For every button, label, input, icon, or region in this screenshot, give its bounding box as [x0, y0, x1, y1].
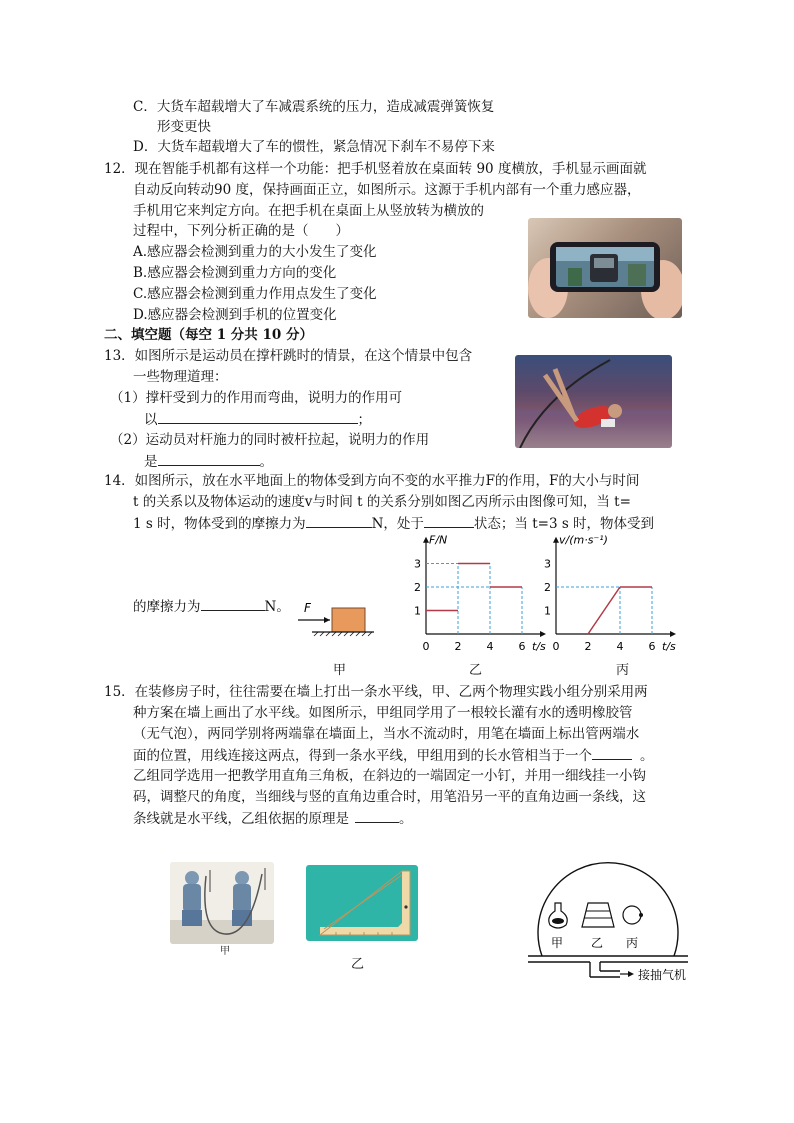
- v-chart-y-label: v/(m·s⁻¹): [559, 533, 608, 547]
- q14-line2: t 的关系以及物体运动的速度v与时间 t 的关系分别如图乙丙所示由图像可知，当 t=: [133, 494, 631, 510]
- f-chart-y-tick-1: 1: [414, 604, 421, 618]
- q13-blank-2[interactable]: [158, 451, 260, 466]
- pole-vault-photo: [515, 355, 672, 448]
- q14-line4-part-a: 的摩擦力为: [133, 599, 201, 615]
- caption-jia: 甲: [333, 663, 347, 678]
- q12-line4: 过程中，下列分析正确的是（ ）: [133, 223, 349, 239]
- f-chart-y-label: F/N: [429, 533, 448, 547]
- q14-line3-part-a: 1 s 时，物体受到的摩擦力为: [133, 516, 306, 532]
- bell-jar-diagram: [528, 855, 708, 995]
- q14-line1: 14．如图所示，放在水平地面上的物体受到方向不变的水平推力F的作用，F的大小与时间: [104, 473, 640, 489]
- q15-line7-end: 。: [399, 811, 413, 827]
- force-time-chart: [408, 530, 553, 658]
- bell-label-yi: 乙: [591, 936, 604, 950]
- q12-option-c: C.感应器会检测到重力作用点发生了变化: [133, 286, 377, 302]
- q15-line7: [133, 808, 413, 829]
- q14-line4-part-b: N。: [264, 599, 290, 615]
- q13-sub1-end: ；: [357, 412, 371, 428]
- q15-line5: 乙组同学选用一把教学用直角三角板，在斜边的一端固定一小钉，并用一细线挂一小钩: [133, 768, 646, 784]
- block: [332, 608, 365, 632]
- q11-option-c-cont: 形变更快: [157, 119, 211, 135]
- q13-sub2: （2）运动员对杆施力的同时被杆拉起，说明力的作用: [110, 432, 430, 448]
- container-icon: [582, 903, 614, 927]
- v-chart-x-tick-6: 6: [648, 640, 656, 653]
- q13-sub2-answer-row: [144, 451, 273, 472]
- v-chart-y-tick-2: 2: [544, 581, 551, 594]
- section-fill-in-header: 二、填空题（每空 1 分共 10 分）: [104, 327, 313, 343]
- q12-option-d: D.感应器会检测到手机的位置变化: [133, 307, 337, 323]
- v-chart-x-tick-0: 0: [552, 640, 560, 653]
- q13-sub2-end: 。: [259, 454, 273, 470]
- q12-option-a: A.感应器会检测到重力的大小发生了变化: [133, 244, 377, 260]
- q15-line4-text: 面的位置，用线连接这两点，得到一条水平线，甲组用到的长水管相当于一个: [133, 748, 592, 764]
- f-chart-y-tick-3: 3: [414, 557, 421, 571]
- q12-option-b: B.感应器会检测到重力方向的变化: [133, 265, 337, 281]
- v-chart-x-tick-2: 2: [584, 640, 592, 653]
- phone-photo: [528, 218, 682, 318]
- q13-line2: 一些物理道理：: [133, 369, 228, 385]
- v-chart-y-tick-1: 1: [544, 604, 551, 618]
- q15-line3: （无气泡），两同学别将两端靠在墙面上，当水不流动时，用笔在墙面上标出管两端水: [133, 726, 640, 742]
- q13-blank-1[interactable]: [158, 409, 358, 424]
- q14-blank-friction-1[interactable]: [306, 513, 372, 528]
- caption-bing: 丙: [616, 663, 630, 678]
- pump-label: 接抽气机: [638, 968, 687, 982]
- q15-line4: [133, 745, 654, 766]
- velocity-time-chart: [538, 530, 688, 658]
- triangle-ruler-photo: [306, 865, 418, 941]
- q15-line4-end: 。: [640, 748, 654, 764]
- q14-blank-state[interactable]: [424, 513, 474, 528]
- q14-line3-part-b: N，处于: [371, 516, 424, 532]
- q13-line1: 13．如图所示是运动员在撑杆跳时的情景，在这个情景中包含: [104, 348, 473, 364]
- f-chart-x-tick-2: 2: [454, 640, 462, 653]
- q14-line3-part-c: 状态；当 t=3 s 时，物体受到: [473, 516, 655, 532]
- bell-label-jia: 甲: [551, 936, 564, 950]
- q11-option-c: C．大货车超载增大了车减震系统的压力，造成减震弹簧恢复: [133, 99, 495, 115]
- v-chart-x-arrow: [670, 631, 676, 637]
- q15-line7-text: 条线就是水平线，乙组依据的原理是: [133, 811, 349, 827]
- q14-blank-friction-2[interactable]: [201, 596, 265, 611]
- hose-level-photo: [170, 862, 274, 944]
- caption-hose-jia: 甲: [220, 946, 230, 957]
- f-chart-x-tick-0: 0: [422, 640, 430, 653]
- f-chart-x-tick-6: 6: [518, 640, 526, 653]
- q13-sub2-prefix: 是: [144, 454, 158, 470]
- caption-yi: 乙: [469, 663, 483, 678]
- q12-line3: 手机用它来判定方向。在把手机在桌面上从竖放转为横放的: [133, 203, 484, 219]
- bell-label-bing: 丙: [626, 936, 639, 950]
- v-chart-x-label: t/s: [662, 640, 676, 653]
- q15-line2: 种方案在墙上画出了水平线。如图所示，甲组同学用了一根较长灌有水的透明橡胶管: [133, 705, 633, 721]
- q15-blank-2[interactable]: [355, 808, 399, 823]
- q15-line6: 码，调整尺的角度，当细线与竖的直角边重合时，用笔沿另一平的直角边画一条线，这: [133, 789, 646, 805]
- v-chart-x-tick-4: 4: [616, 640, 624, 653]
- v-chart-y-tick-3: 3: [544, 557, 551, 571]
- q13-sub1-prefix: 以: [144, 412, 158, 428]
- f-chart-x-tick-4: 4: [486, 640, 494, 653]
- caption-triangle-yi: 乙: [351, 957, 365, 972]
- f-chart-y-tick-2: 2: [414, 581, 421, 594]
- q15-blank-1[interactable]: [592, 745, 632, 760]
- flask-icon: [549, 903, 567, 928]
- force-label: F: [304, 601, 311, 615]
- balloon-icon: [623, 906, 641, 924]
- q15-line1: 15．在装修房子时，往往需要在墙上打出一条水平线，甲、乙两个物理实践小组分别采用两: [104, 684, 648, 700]
- f-chart-x-label: t/s: [532, 640, 546, 653]
- q12-line1: 12．现在智能手机都有这样一个功能：把手机竖着放在桌面转 90 度横放，手机显示画面就: [104, 161, 647, 177]
- q12-line2: 自动反向转动90 度，保持画面正立，如图所示。这源于手机内部有一个重力感应器，: [133, 182, 641, 198]
- q11-option-d: D．大货车超载增大了车的惯性，紧急情况下刹车不易停下来: [133, 139, 495, 155]
- q13-sub1: （1）撑杆受到力的作用而弯曲，说明力的作用可: [110, 390, 403, 406]
- q13-sub1-answer-row: [144, 409, 371, 430]
- v-chart-series-segment-0: [588, 587, 620, 634]
- q14-line4: [133, 596, 290, 617]
- q14-figure-block: [296, 598, 376, 638]
